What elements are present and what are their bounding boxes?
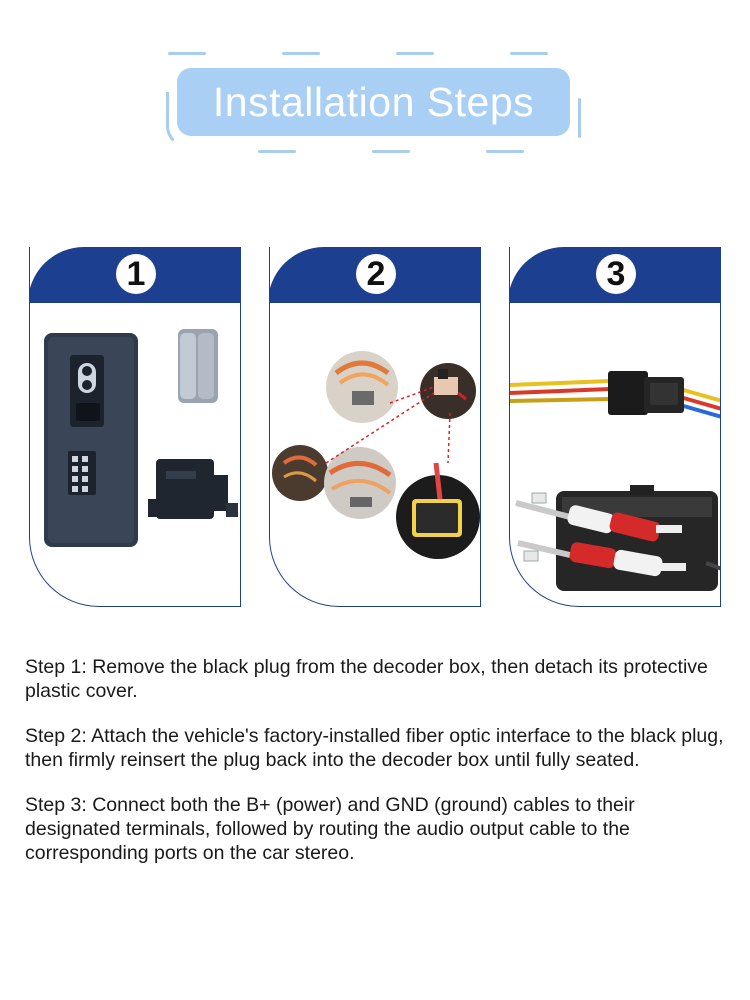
decorative-dash <box>510 52 548 55</box>
decorative-dash <box>396 52 434 55</box>
decorative-dash <box>486 150 524 153</box>
step-card-1 <box>29 247 241 607</box>
decorative-bracket <box>578 98 581 138</box>
page-title: Installation Steps <box>212 79 535 125</box>
step-number-badge: 2 <box>356 254 396 294</box>
decorative-dash <box>168 52 206 55</box>
wiring-harness-photo <box>510 303 721 607</box>
step-card-3 <box>509 247 721 607</box>
step-number-badge: 1 <box>116 254 156 294</box>
instructions <box>25 655 735 886</box>
step-card-2 <box>269 247 481 607</box>
step-2-text: Step 2: Attach the vehicle's factory-installed fiber optic interface to the black plug, then firmly reinsert the plug back into the decoder box until fully seated. <box>25 725 724 771</box>
step-number-badge: 3 <box>596 254 636 294</box>
card-header <box>509 247 721 303</box>
title-banner <box>160 46 590 156</box>
card-header <box>29 247 241 303</box>
decorative-dash <box>372 150 410 153</box>
decoder-box-photo <box>30 303 241 607</box>
step-1-text: Step 1: Remove the black plug from the decoder box, then detach its protective plastic cover. <box>25 656 708 702</box>
step-3-text: Step 3: Connect both the B+ (power) and GND (ground) cables to their designated terminals, followed by routing the audio output cable to the corresponding ports on the car stereo. <box>25 794 635 864</box>
decorative-dash <box>258 150 296 153</box>
card-header <box>269 247 481 303</box>
fiber-optic-connection-photo <box>270 303 481 607</box>
decorative-dash <box>282 52 320 55</box>
title-pill <box>177 68 570 136</box>
